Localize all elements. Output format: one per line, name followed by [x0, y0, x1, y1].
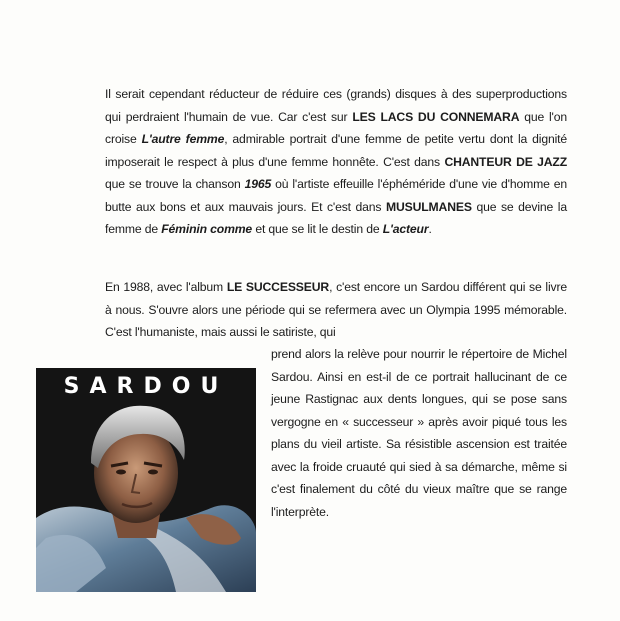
text-run: que l'on croise [105, 109, 567, 146]
text-run: et que se lit le destin de [252, 222, 383, 236]
album-cover-image [36, 368, 256, 592]
album-title-musulmanes: MUSULMANES [385, 199, 472, 214]
text-run: que se devine la femme de [105, 199, 567, 236]
text-run: , c'est encore un Sardou différent qui se livre à nous. S'ouvre alors une période qui se refermera avec un Olympia 1995 mémorable. C'est l'humaniste, mais aussi le satiriste, qui [105, 280, 567, 339]
song-title-feminin-comme: Féminin comme [161, 222, 253, 236]
paragraph-rastignac [271, 343, 567, 523]
song-title-l-autre-femme: L'autre femme [141, 132, 225, 146]
paragraph-successeur [105, 276, 567, 344]
cover-title: SARDOU [63, 374, 229, 399]
text-run: prend alors la relève pour nourrir le répertoire de Michel Sardou. Ainsi en est-il de ce portrait hallucinant de ce jeune Rastignac aux dents longues, qui se pose sans vergogne en « successeur » après avoir piqué tous les plans du vieil artiste. Sa résistible ascension est traitée avec la froide cruauté qui sied à sa démarche, même si c'est finalement du côté du vieux maître que se range l'interprète. [271, 347, 567, 519]
album-title-les-lacs-du-connemara: LES LACS DU CONNEMARA [352, 109, 520, 124]
portrait-illustration [36, 368, 256, 592]
text-run: , admirable portrait d'une femme de petite vertu dont la dignité imposerait le respect à plus d'une femme honnête. C'est dans [105, 132, 567, 169]
text-run: . [428, 222, 432, 236]
song-title-l-acteur: L'acteur [382, 222, 429, 236]
paragraph-connemara [105, 83, 567, 241]
text-run: En 1988, avec l'album [105, 280, 227, 294]
text-run: Il serait cependant réducteur de réduire ces (grands) disques à des superproductions qui perdraient l'humain de vue. Car c'est sur [105, 87, 567, 124]
text-run: que se trouve la chanson [105, 177, 245, 191]
album-title-chanteur-de-jazz: CHANTEUR DE JAZZ [444, 154, 568, 169]
album-title-le-successeur: LE SUCCESSEUR [226, 280, 330, 294]
text-run: où l'artiste effeuille l'éphéméride d'une vie d'homme en butte aux bons et aux mauvais jours. Et c'est dans [105, 177, 567, 214]
song-title-1965: 1965 [244, 177, 272, 191]
